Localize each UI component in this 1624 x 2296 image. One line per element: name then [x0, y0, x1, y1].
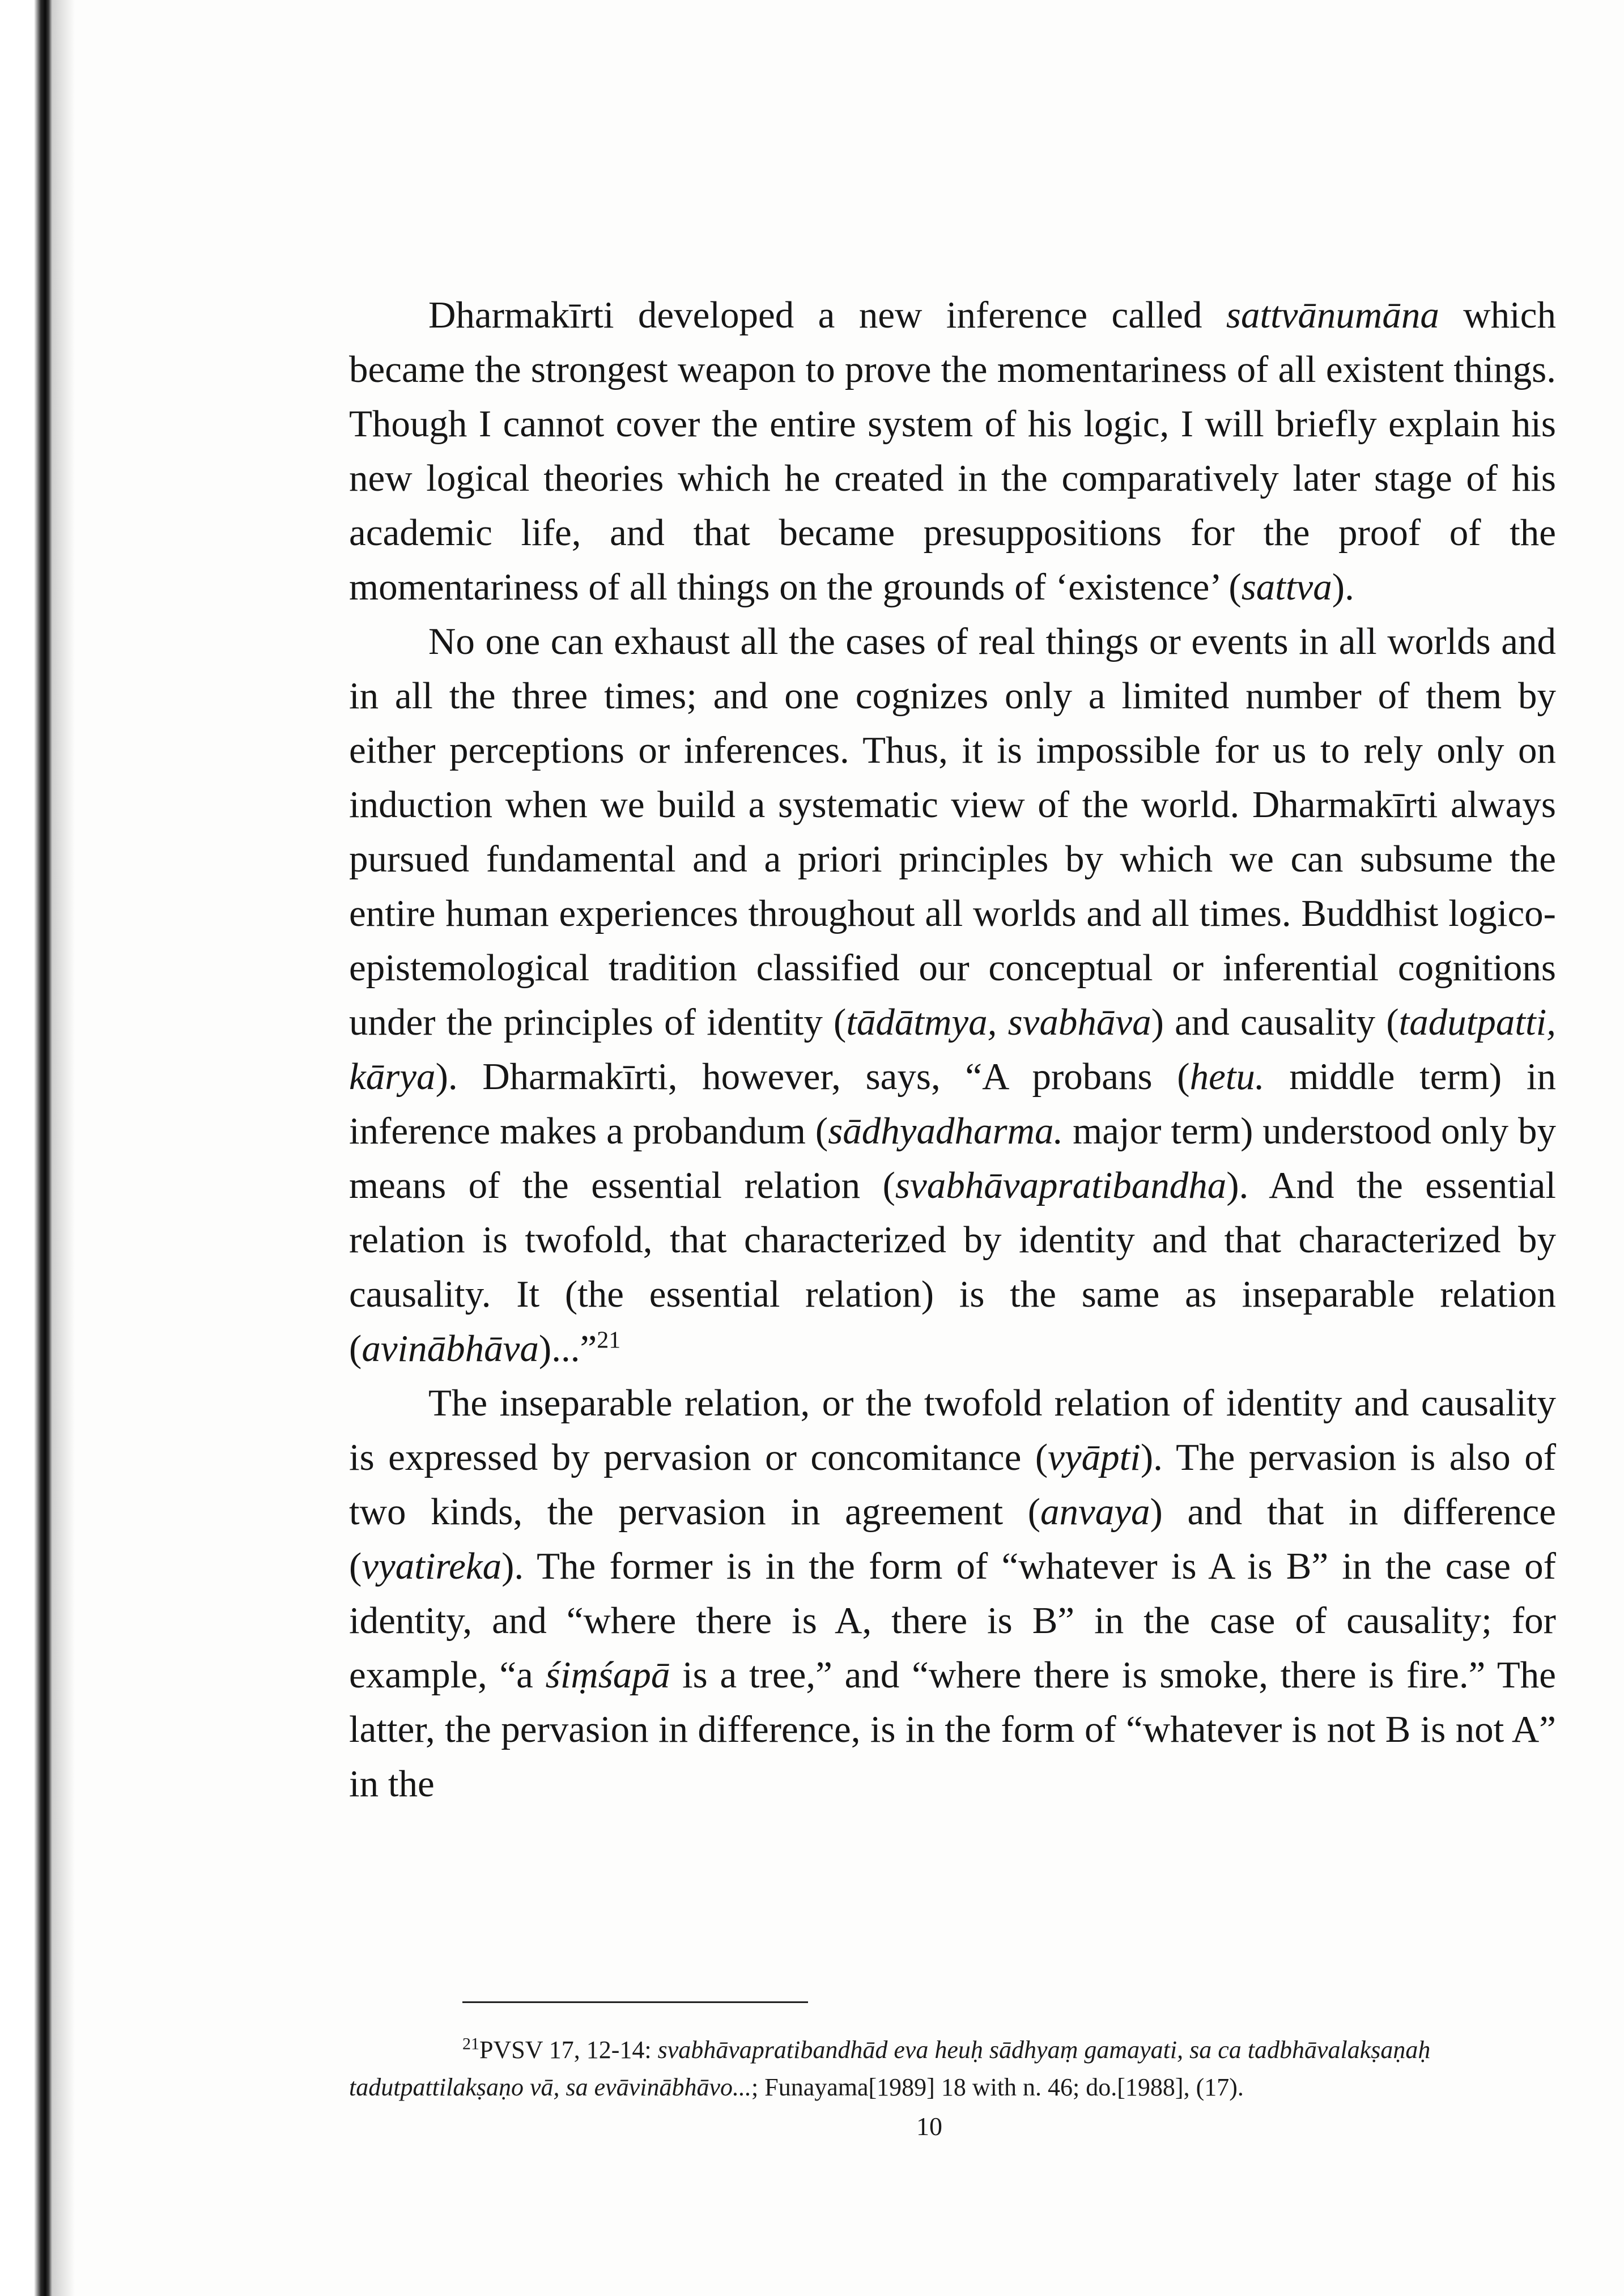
text-run: is a tree,” and “where there is smoke, there is fire.” The latter, the pervasion in difference, is in the form of “whatever is not B is not A” in the: [349, 1654, 1556, 1805]
italic-term: tadutpatti, kārya: [349, 1001, 1556, 1098]
footnote-number: 21: [462, 2034, 479, 2053]
text-run: The inseparable relation, or the twofold relation of identity and causality is expressed by pervasion or concomitance (: [349, 1382, 1556, 1478]
scan-binding-shadow: [52, 0, 75, 2296]
italic-term: tādātmya, svabhāva: [846, 1001, 1151, 1043]
italic-term: sādhyadharma.: [828, 1110, 1064, 1152]
text-run: ).: [1332, 566, 1354, 608]
body-text: [349, 288, 1556, 1811]
footnote-separator: [462, 2001, 808, 2003]
paragraph-1: [349, 288, 1556, 614]
text-run: Dharmakīrti developed a new inference called: [428, 294, 1226, 336]
text-run: ). Dharmakīrti, however, says, “A probans (: [435, 1056, 1190, 1098]
text-run: ) and that in difference (: [349, 1491, 1556, 1587]
italic-term: sattvānumāna: [1226, 294, 1439, 336]
italic-term: avinābhāva: [362, 1328, 539, 1370]
italic-term: śiṃśapā: [545, 1654, 670, 1696]
italic-term: vyāpti: [1048, 1436, 1141, 1478]
text-run: PVSV 17, 12-14:: [479, 2036, 658, 2064]
italic-term: vyatireka: [362, 1545, 502, 1587]
text-run: No one can exhaust all the cases of real things or events in all worlds and in all the three times; and one cognizes only a limited number of them by either perceptions or inferences. Thus, it is impossible for us to rely only on induction when we build a systematic view of the world. Dharmakīrti always pursued fundamental and a priori principles by which we can subsume the entire human experiences throughout all worlds and all times. Buddhist logico-epistemological tradition classified our conceptual or inferential cognitions under the principles of identity (: [349, 620, 1556, 1043]
page-number: 10: [916, 2112, 942, 2141]
paragraph-3: [349, 1376, 1556, 1811]
italic-term: sattva: [1241, 566, 1332, 608]
text-run: ). And the essential relation is twofold, that characterized by identity and that characterized by causality. It (the essential relation) is the same as inseparable relation (: [349, 1164, 1556, 1370]
text-run: ; Funayama[1989] 18 with n. 46; do.[1988], (17).: [751, 2073, 1244, 2101]
italic-term: svabhāvapratibandha: [895, 1164, 1227, 1206]
footnote-21: [349, 2031, 1556, 2106]
text-run: ) and causality (: [1151, 1001, 1399, 1043]
text-run: middle term) in inference makes a probandum (: [349, 1056, 1556, 1152]
footnote-marker: 21: [597, 1327, 621, 1354]
text-run: ). The pervasion is also of two kinds, the pervasion in agreement (: [349, 1436, 1557, 1533]
scan-binding-edge: [0, 0, 52, 2296]
italic-term: hetu.: [1189, 1056, 1265, 1098]
paragraph-2: [349, 614, 1556, 1376]
text-run: )...”: [538, 1328, 597, 1370]
text-run: major term) understood only by means of the essential relation (: [349, 1110, 1556, 1206]
italic-term: anvaya: [1040, 1491, 1150, 1533]
text-run: which became the strongest weapon to prove the momentariness of all existent things. Though I cannot cover the entire system of his logic, I will briefly explain his new logical theories which he created in the comparatively later stage of his academic life, and that became presuppositions for the proof of the momentariness of all things on the grounds of ‘existence’ (: [349, 294, 1557, 608]
italic-citation: svabhāvapratibandhād eva heuḥ sādhyaṃ gamayati, sa ca tadbhāvalakṣaṇaḥ tadutpattilakṣaṇo vā, sa evāvinābhāvo...: [349, 2036, 1431, 2101]
text-run: ). The former is in the form of “whatever is A is B” in the case of identity, and “where there is A, there is B” in the case of causality; for example, “a: [349, 1545, 1556, 1696]
